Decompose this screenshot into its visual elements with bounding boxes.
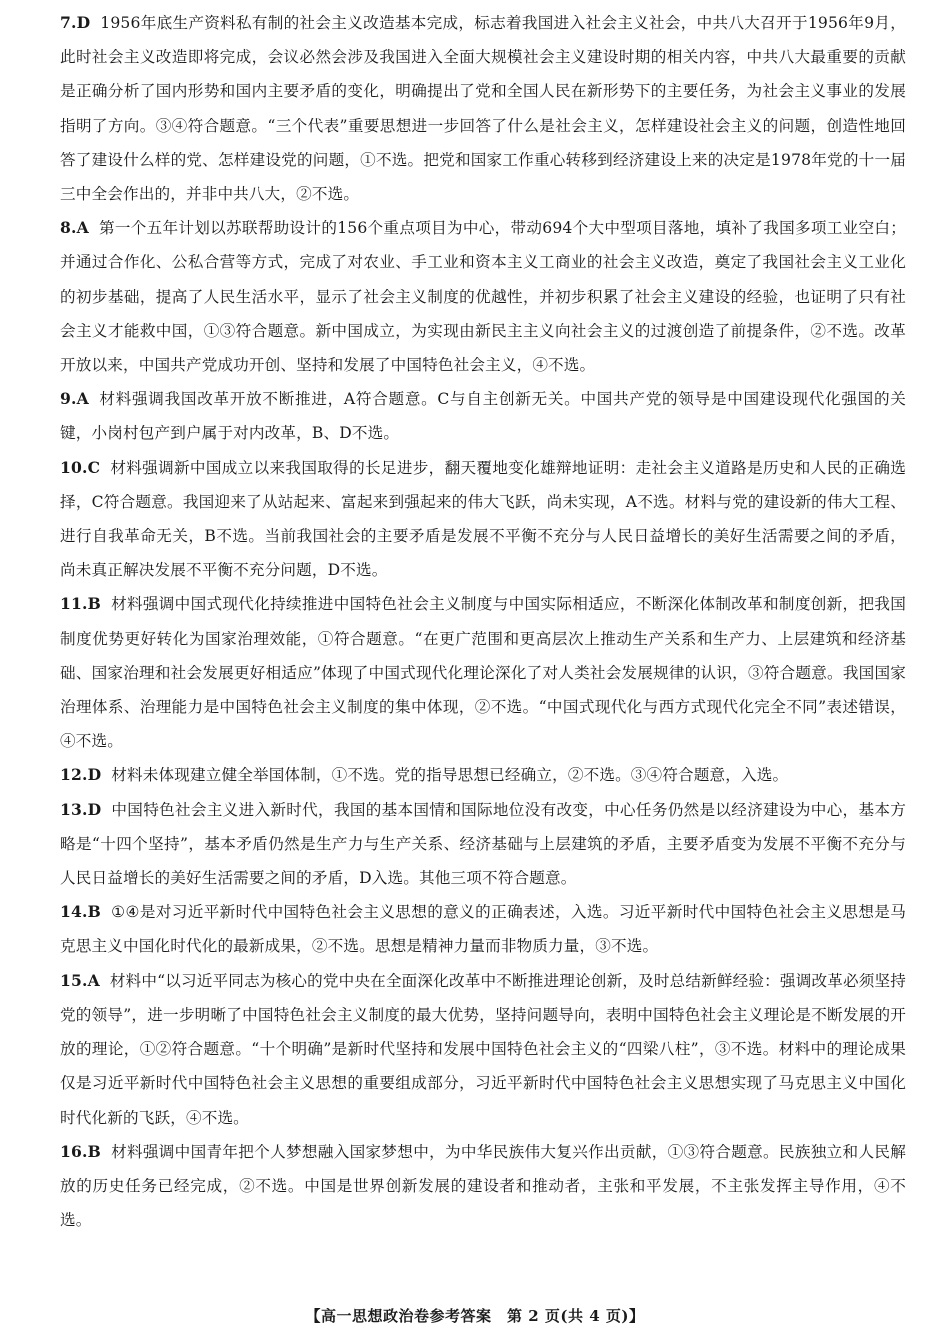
answer-item [60,964,906,1135]
answer-item [60,793,906,896]
answer-item [60,758,906,792]
answer-number: 12.D [60,765,102,785]
answer-number: 14.B [60,902,101,922]
answer-number: 7.D [60,13,91,32]
answer-item [60,211,906,382]
answer-number: 10.C [60,457,101,477]
answer-explanation: 中国特色社会主义进入新时代，我国的基本国情和国际地位没有改变，中心任务仍然是以经济建设为中心，基本方略是“十四个坚持”，基本矛盾仍然是生产力与生产关系、经济基础与上层建筑的矛盾，主要矛盾变为发展不平衡不充分与人民日益增长的美好生活需要之间的矛盾，D入选。其他三项不符合题意。 [60,800,906,888]
answer-number: 11.B [60,594,101,614]
page-footer: 【高一思想政治卷参考答案 第 2 页(共 4 页)】 [305,1307,645,1325]
answer-number: 15.A [60,970,100,990]
answer-number: 9.A [60,389,89,409]
answer-explanation: 材料中“以习近平同志为核心的党中央在全面深化改革中不断推进理论创新，及时总结新鲜经验：强调改革必须坚持党的领导”，进一步明晰了中国特色社会主义制度的最大优势，坚持问题导向，表明中国特色社会主义理论是不断发展的开放的理论，①②符合题意。“十个明确”是新时代坚持和发展中国特色社会主义的“四梁八柱”，③不选。材料中的理论成果仅是习近平新时代中国特色社会主义思想的重要组成部分，习近平新时代中国特色社会主义思想实现了马克思主义中国化时代化新的飞跃，④不选。 [60,971,906,1127]
answer-number: 8.A [60,218,89,238]
answer-item [60,6,906,211]
answer-explanation: 材料强调中国式现代化持续推进中国特色社会主义制度与中国实际相适应，不断深化体制改革和制度创新，把我国制度优势更好转化为国家治理效能，①符合题意。“在更广范围和更高层次上推动生产关系和生产力、上层建筑和经济基础、国家治理和社会发展更好相适应”体现了中国式现代化理论深化了对人类社会发展规律的认识，③符合题意。我国国家治理体系、治理能力是中国特色社会主义制度的集中体现，②不选。“中国式现代化与西方式现代化完全不同”表述错误，④不选。 [60,595,906,751]
answer-explanation: 材料未体现建立健全举国体制，①不选。党的指导思想已经确立，②不选。③④符合题意，入选。 [111,766,789,785]
answer-explanation: 材料强调我国改革开放不断推进，A符合题意。C与自主创新无关。中国共产党的领导是中国建设现代化强国的关键，小岗村包产到户属于对内改革，B、D不选。 [60,390,906,443]
answer-explanation: 材料强调中国青年把个人梦想融入国家梦想中，为中华民族伟大复兴作出贡献，①③符合题意。民族独立和人民解放的历史任务已经完成，②不选。中国是世界创新发展的建设者和推动者，主张和平发展，不主张发挥主导作用，④不选。 [60,1142,906,1230]
answer-item [60,895,906,963]
answer-explanation: ①④是对习近平新时代中国特色社会主义思想的意义的正确表述，入选。习近平新时代中国特色社会主义思想是马克思主义中国化时代化的最新成果，②不选。思想是精神力量而非物质力量，③不选。 [60,903,906,956]
answer-item [60,587,906,758]
answer-explanation: 材料强调新中国成立以来我国取得的长足进步，翻天覆地变化雄辩地证明：走社会主义道路是历史和人民的正确选择，C符合题意。我国迎来了从站起来、富起来到强起来的伟大飞跃，尚未实现，A不选。材料与党的建设新的伟大工程、进行自我革命无关，B不选。当前我国社会的主要矛盾是发展不平衡不充分与人民日益增长的美好生活需要之间的矛盾，尚未真正解决发展不平衡不充分问题，D不选。 [60,458,906,580]
answer-item [60,1135,906,1238]
answer-number: 13.D [60,799,102,819]
answer-explanation: 第一个五年计划以苏联帮助设计的156个重点项目为中心，带动694个大中型项目落地，填补了我国多项工业空白；并通过合作化、公私合营等方式，完成了对农业、手工业和资本主义工商业的社会主义改造，奠定了我国社会主义工业化的初步基础，提高了人民生活水平，显示了社会主义制度的优越性，并初步积累了社会主义建设的经验，也证明了只有社会主义才能救中国，①③符合题意。新中国成立，为实现由新民主主义向社会主义的过渡创造了前提条件，②不选。改革开放以来，中国共产党成功开创、坚持和发展了中国特色社会主义，④不选。 [60,219,906,375]
answer-item [60,451,906,588]
answer-explanation: 1956年底生产资料私有制的社会主义改造基本完成，标志着我国进入社会主义社会，中共八大召开于1956年9月，此时社会主义改造即将完成，会议必然会涉及我国进入全面大规模社会主义建设时期的相关内容，中共八大最重要的贡献是正确分析了国内形势和国内主要矛盾的变化，明确提出了党和全国人民在新形势下的主要任务，为社会主义事业的发展指明了方向。③④符合题意。“三个代表”重要思想进一步回答了什么是社会主义，怎样建设社会主义的问题，创造性地回答了建设什么样的党、怎样建设党的问题，①不选。把党和国家工作重心转移到经济建设上来的决定是1978年党的十一届三中全会作出的，并非中共八大，②不选。 [60,14,906,204]
answer-list [60,6,906,1237]
answer-item [60,382,906,450]
answer-number: 16.B [60,1141,101,1161]
